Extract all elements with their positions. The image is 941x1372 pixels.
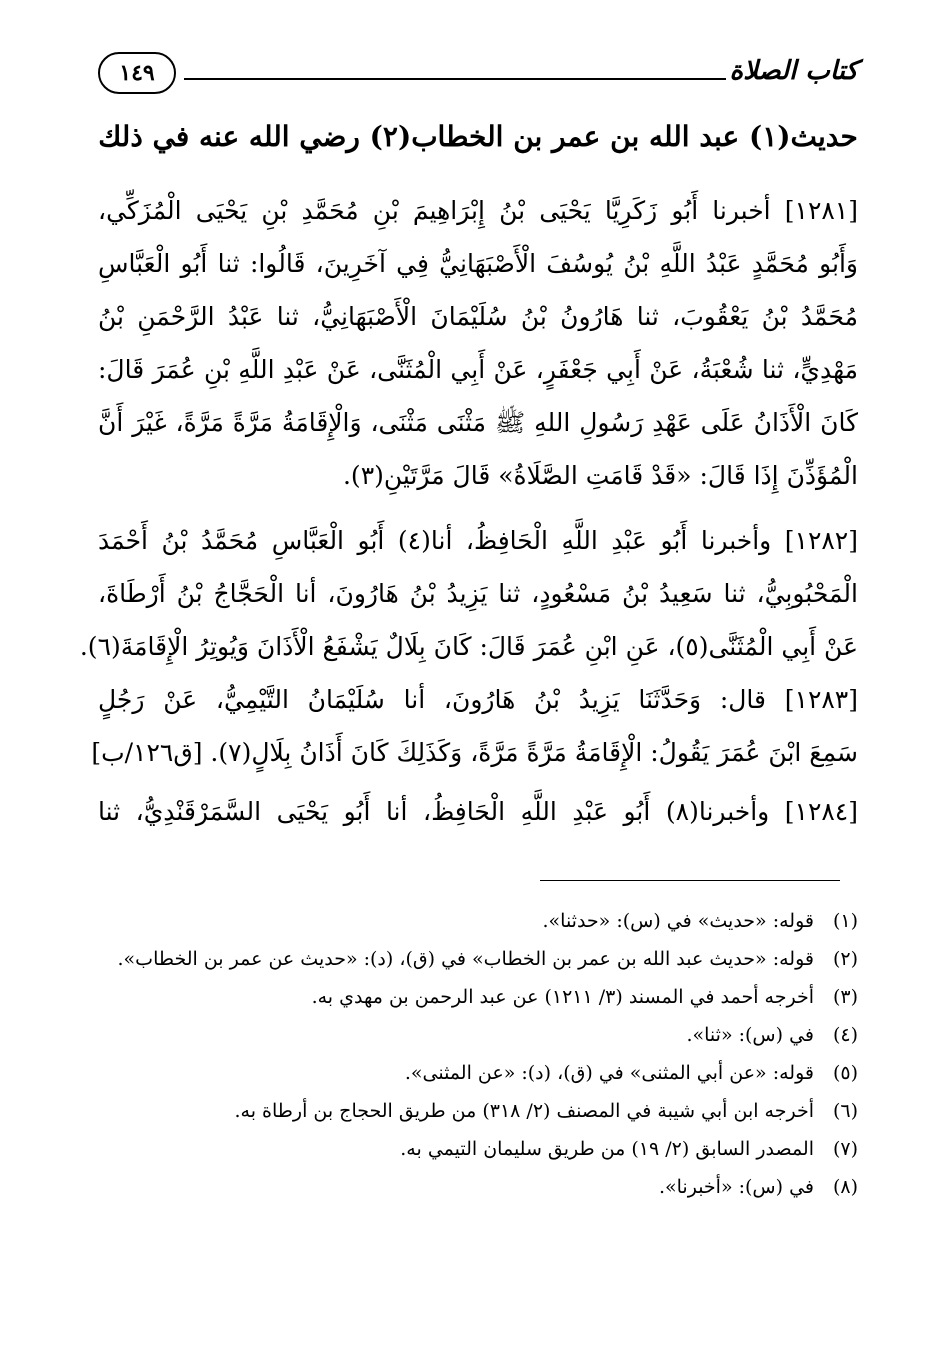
footnote-number: (٤) xyxy=(832,1024,858,1046)
header-rule xyxy=(184,78,726,80)
page-header xyxy=(98,52,858,100)
body-line: [١٢٨١] أخبرنا أَبُو زَكَرِيَّا يَحْيَى بْنُ إِبْرَاهِيمَ بْنِ مُحَمَّدِ بْنِ يَحْيَى الْمُزَكِّي، xyxy=(98,196,858,225)
body-line: عَنْ أَبِي الْمُثَنَّى(٥)، عَنِ ابْنِ عُمَرَ قَالَ: كَانَ بِلَالٌ يَشْفَعُ الْأَذَانَ وَيُوتِرُ الْإِقَامَةَ(٦). xyxy=(79,632,858,661)
footnote-text: في (س): «أخبرنا». xyxy=(658,1176,814,1198)
body-line: الْمُؤَذِّنَ إِذَا قَالَ: «قَدْ قَامَتِ الصَّلَاةُ» قَالَ مَرَّتَيْنِ(٣). xyxy=(342,461,858,490)
footnote-text: قوله: «حديث» في (س): «حدثنا». xyxy=(542,910,814,932)
body-line: سَمِعَ ابْنَ عُمَرَ يَقُولُ: الْإِقَامَةُ مَرَّةً مَرَّةً، وَكَذَلِكَ كَانَ أَذَانُ بِلَالٍ(٧). [ق١٢٦/ب] xyxy=(91,738,858,767)
footnote xyxy=(98,902,858,940)
body-line: مَهْدِيٍّ، ثنا شُعْبَةُ، عَنْ أَبِي جَعْفَرٍ، عَنْ أَبِي الْمُثَنَّى، عَنْ عَبْدِ اللَّهِ بْنِ عُمَرَ قَالَ: xyxy=(98,355,858,384)
footnote-text: قوله: «حديث عبد الله بن عمر بن الخطاب» في (ق)، (د): «حديث عن عمر بن الخطاب». xyxy=(117,948,814,970)
footnote-text: أخرجه ابن أبي شيبة في المصنف (٢/ ٣١٨) من طريق الحجاج بن أرطاة به. xyxy=(234,1100,814,1122)
footnote-text: أخرجه أحمد في المسند (٣/ ١٢١١) عن عبد الرحمن بن مهدي به. xyxy=(311,986,814,1008)
footnote-number: (٢) xyxy=(832,948,858,970)
body-line: [١٢٨٣] قال: وَحَدَّثَنَا يَزِيدُ بْنُ هَارُونَ، أنا سُلَيْمَانُ التَّيْمِيُّ، عَنْ رَجُلٍ xyxy=(98,685,858,714)
footnote-number: (٨) xyxy=(832,1176,858,1198)
footnote-number: (١) xyxy=(832,910,858,932)
body-line: [١٢٨٤] وأخبرنا(٨) أَبُو عَبْدِ اللَّهِ الْحَافِظُ، أنا أَبُو يَحْيَى السَّمَرْقَنْدِيُّ، ثنا xyxy=(98,797,858,826)
footnote-text: قوله: «عن أبي المثنى» في (ق)، (د): «عن المثنى». xyxy=(404,1062,814,1084)
footnote xyxy=(98,1016,858,1054)
footnote-number: (٥) xyxy=(832,1062,858,1084)
running-title: كتاب الصلاة xyxy=(729,56,858,86)
footnote xyxy=(98,978,858,1016)
body-line: مُحَمَّدُ بْنُ يَعْقُوبَ، ثنا هَارُونُ بْنُ سُلَيْمَانَ الْأَصْبَهَانِيُّ، ثنا عَبْدُ الرَّحْمَنِ بْنُ xyxy=(98,302,858,331)
footnote-number: (٣) xyxy=(832,986,858,1008)
footnote xyxy=(98,1168,858,1206)
footnote-text: المصدر السابق (٢/ ١٩) من طريق سليمان التيمي به. xyxy=(400,1138,814,1160)
body-text xyxy=(79,184,859,838)
body-line: الْمَحْبُوبِيُّ، ثنا سَعِيدُ بْنُ مَسْعُودٍ، ثنا يَزِيدُ بْنُ هَارُونَ، أنا الْحَجَّاجُ بْنُ أَرْطَاةَ، xyxy=(98,579,858,608)
body-line: وَأَبُو مُحَمَّدٍ عَبْدُ اللَّهِ بْنُ يُوسُفَ الْأَصْبَهَانِيُّ فِي آخَرِينَ، قَالُوا: ثنا أَبُو الْعَبَّاسِ xyxy=(98,249,858,278)
chapter-heading: حديث(١) عبد الله بن عمر بن الخطاب(٢) رضي الله عنه في ذلك xyxy=(98,120,858,153)
footnotes xyxy=(98,902,858,1206)
footnote-number: (٧) xyxy=(832,1138,858,1160)
footnote-separator xyxy=(540,880,840,881)
footnote-number: (٦) xyxy=(832,1100,858,1122)
footnote-text: في (س): «ثنا». xyxy=(686,1024,814,1046)
footnote xyxy=(98,940,858,978)
footnote xyxy=(98,1054,858,1092)
body-line: [١٢٨٢] وأخبرنا أَبُو عَبْدِ اللَّهِ الْحَافِظُ، أنا(٤) أَبُو الْعَبَّاسِ مُحَمَّدُ بْنُ أَحْمَدَ xyxy=(98,526,858,555)
page-number: ١٤٩ xyxy=(98,52,176,94)
body-line: كَانَ الْأَذَانُ عَلَى عَهْدِ رَسُولِ اللهِ ﷺ مَثْنَى مَثْنَى، وَالْإِقَامَةُ مَرَّةً مَرَّةً، غَيْرَ أَنَّ xyxy=(98,408,859,437)
footnote xyxy=(98,1092,858,1130)
footnote xyxy=(98,1130,858,1168)
